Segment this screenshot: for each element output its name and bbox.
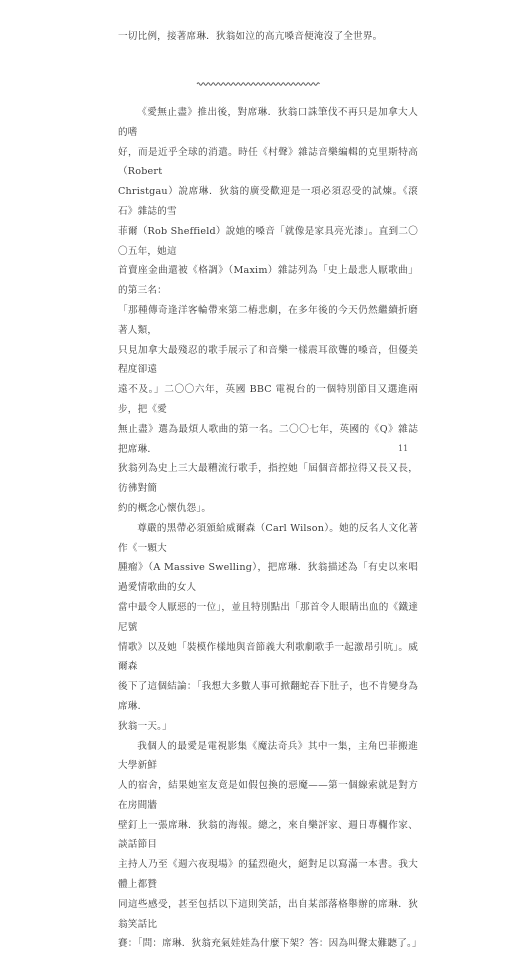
wavy-divider-icon <box>196 80 320 88</box>
paragraph-buffy-joke: 我個人的最愛是電視影集《魔法奇兵》其中一集，主角巴菲搬進大學新鮮 人的宿舍，結果她室友竟是如假包換的惡魔——第一個線索就是對方在房間牆 壁釘上一張席琳．狄翁的海報。總之，來自樂評家、週日專欄作家、談話節目 主持人乃至《週六夜現場》的猛烈砲火，絕對足以寫滿一本書。我大體上都贊 同這些感受，甚至包括以下這則笑話，出自某部落格舉辦的席琳．狄翁笑話比 賽：「問：席琳．狄翁充氣娃娃為什麼下架？答：因為叫聲太難聽了。」 <box>118 737 418 954</box>
page-number: 11 <box>398 444 408 453</box>
body-text <box>118 103 418 954</box>
paragraph-celine-criticism: 《愛無止盡》推出後，對席琳．狄翁口誅筆伐不再只是加拿大人的嗜 好，而是近乎全球的消遣。時任《村聲》雜誌音樂編輯的克里斯特高（Robert Christgau）說席琳．狄翁的廣受歡迎是一項必須忍受的試煉。《滾石》雜誌的雪 菲爾（Rob Sheffield）說她的嗓音「就像是家具亮光漆」。直到二〇〇五年，她這 首賣座金曲還被《格調》（Maxim）雜誌列為「史上最悲人厭歌曲」的第三名： 「那種傳奇逢洋客輪帶來第二樁悲劇，在多年後的今天仍然繼續折磨著人類， 只見加拿大最殘忍的歌手展示了和音樂一樣震耳欲聾的嗓音，但優美程度卻遠 遠不及。」二〇〇六年，英國 BBC 電視台的一個特別節目又選進兩步，把《愛 無止盡》選為最煩人歌曲的第一名。二〇〇七年，英國的《Q》雜誌把席琳． 狄翁列為史上三大最糟流行歌手，指控她「屆個音都拉得又長又長，彷彿對簡 約的概念心懷仇怨」。 <box>118 103 418 519</box>
paragraph-intro: 一切比例，接著席琳．狄翁如泣的高亢嗓音便淹沒了全世界。 <box>118 27 418 47</box>
paragraph-wilson-book: 尊嚴的黑帶必須頒給威爾森（Carl Wilson）。她的反名人文化著作《一顆大 腫瘤》（A Massive Swelling），把席琳．狄翁描述為「有史以來唱過愛情歌曲的女人 當中最令人厭惡的一位」，並且特別點出「那首令人眼睛出血的《鐵達尼號 情歌》以及她「裝模作樣地與音節義大利歌劇歌手一起激昂引吭」。威爾森 後下了這個結論：「我想大多數人事可掀翻蛇吞下肚子，也不肯變身為席琳． 狄翁一天。」 <box>118 519 418 737</box>
intro-text <box>118 27 418 47</box>
